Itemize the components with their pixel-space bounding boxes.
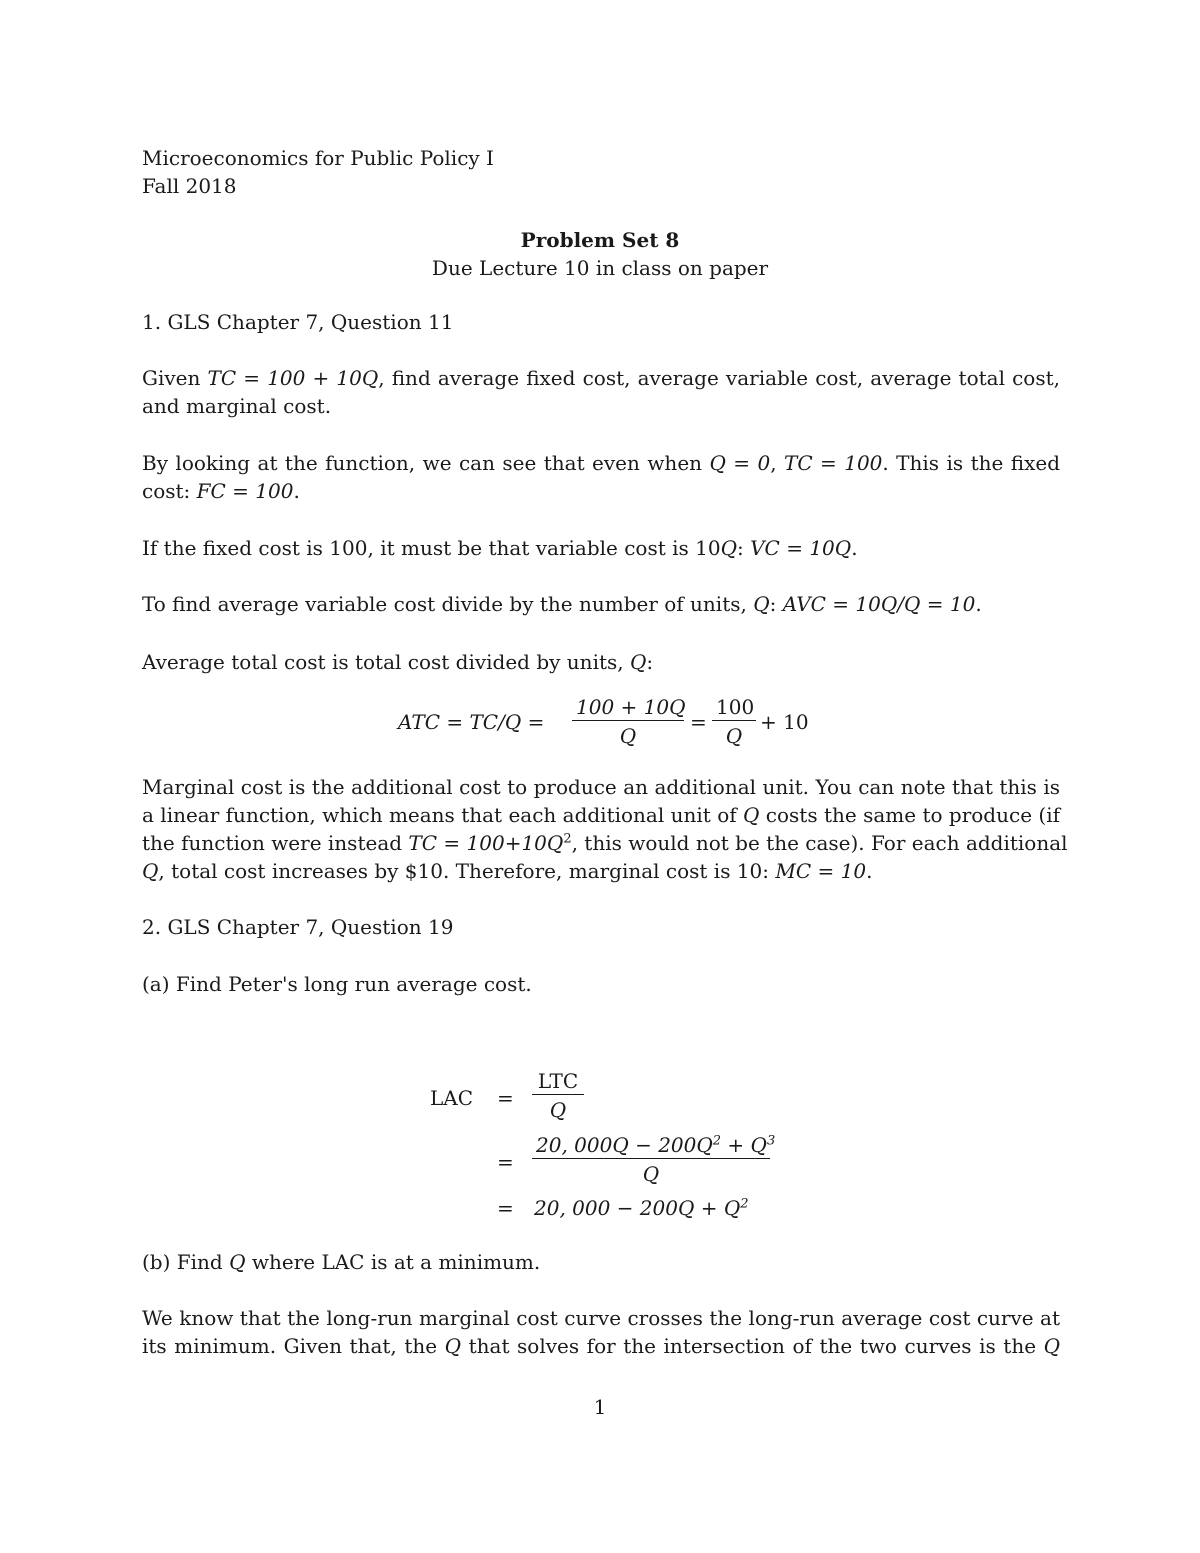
lac-equals-1: = — [497, 1086, 514, 1110]
q2-para-line-2: its minimum. Given that, the Q that solves for the intersection of the two curves is the Q — [142, 1334, 1061, 1358]
q1-para2: If the fixed cost is 100, it must be that variable cost is 10Q: VC = 10Q. — [142, 536, 858, 560]
lac-lhs: LAC — [430, 1086, 474, 1110]
lac-row2-fraction: 20, $000Q - 200Q^2 + Q^3$ Q — [532, 1132, 770, 1187]
page-number: 1 — [593, 1395, 607, 1419]
q2-part-a: (a) Find Peter's long run average cost. — [142, 972, 532, 996]
q1-prompt-line-2: and marginal cost. — [142, 394, 332, 418]
atc-tail: + 10 — [760, 710, 809, 734]
q1-para5-line-1: Marginal cost is the additional cost to produce an additional unit. You can note that this is — [142, 775, 1060, 799]
page-title: Problem Set 8 — [520, 228, 680, 252]
atc-lhs: ATC = TC/Q = — [398, 710, 545, 734]
q1-prompt-line-1: Given TC = 100 + 10Q, find average fixed cost, average variable cost, average total cost, — [142, 366, 1060, 390]
lac-equals-2: = — [497, 1150, 514, 1174]
lac-equals-3: = — [497, 1196, 514, 1220]
q1-para3: To find average variable cost divide by the number of units, Q: AVC = 10Q/Q = 10. — [142, 592, 982, 616]
q1-para1-line-2: cost: FC = 100. — [142, 479, 300, 503]
q1-para5-line-2: a linear function, which means that each additional unit of Q costs the same to produce (if — [142, 803, 1060, 827]
q1-para4: Average total cost is total cost divided by units, Q: — [142, 650, 654, 674]
q2-para-line-1: We know that the long-run marginal cost curve crosses the long-run average cost curve at — [142, 1306, 1060, 1330]
q1-para5-line-4: Q, total cost increases by $10. Therefore, marginal cost is 10: MC = 10. — [142, 859, 873, 883]
question-2-heading: 2. GLS Chapter 7, Question 19 — [142, 915, 454, 939]
q2-part-b: (b) Find Q where LAC is at a minimum. — [142, 1250, 541, 1274]
lac-row1-fraction: LTC Q — [532, 1068, 584, 1123]
lac-row3: 20, $000 - 200Q + Q^2$ — [534, 1196, 749, 1220]
q1-para1-line-1: By looking at the function, we can see that even when Q = 0, TC = 100. This is the fixed — [142, 451, 1061, 475]
question-1-heading: 1. GLS Chapter 7, Question 11 — [142, 310, 454, 334]
course-title: Microeconomics for Public Policy I — [142, 146, 494, 170]
atc-fraction-1: 100 + 10Q Q — [572, 694, 684, 749]
q1-para5-line-3: the function were instead TC = $100+10Q^2$, this would not be the case). For each additional — [142, 831, 1068, 855]
atc-equals: = — [690, 710, 707, 734]
atc-fraction-2: 100 Q — [712, 694, 756, 749]
page-subtitle: Due Lecture 10 in class on paper — [431, 256, 769, 280]
term: Fall 2018 — [142, 174, 237, 198]
